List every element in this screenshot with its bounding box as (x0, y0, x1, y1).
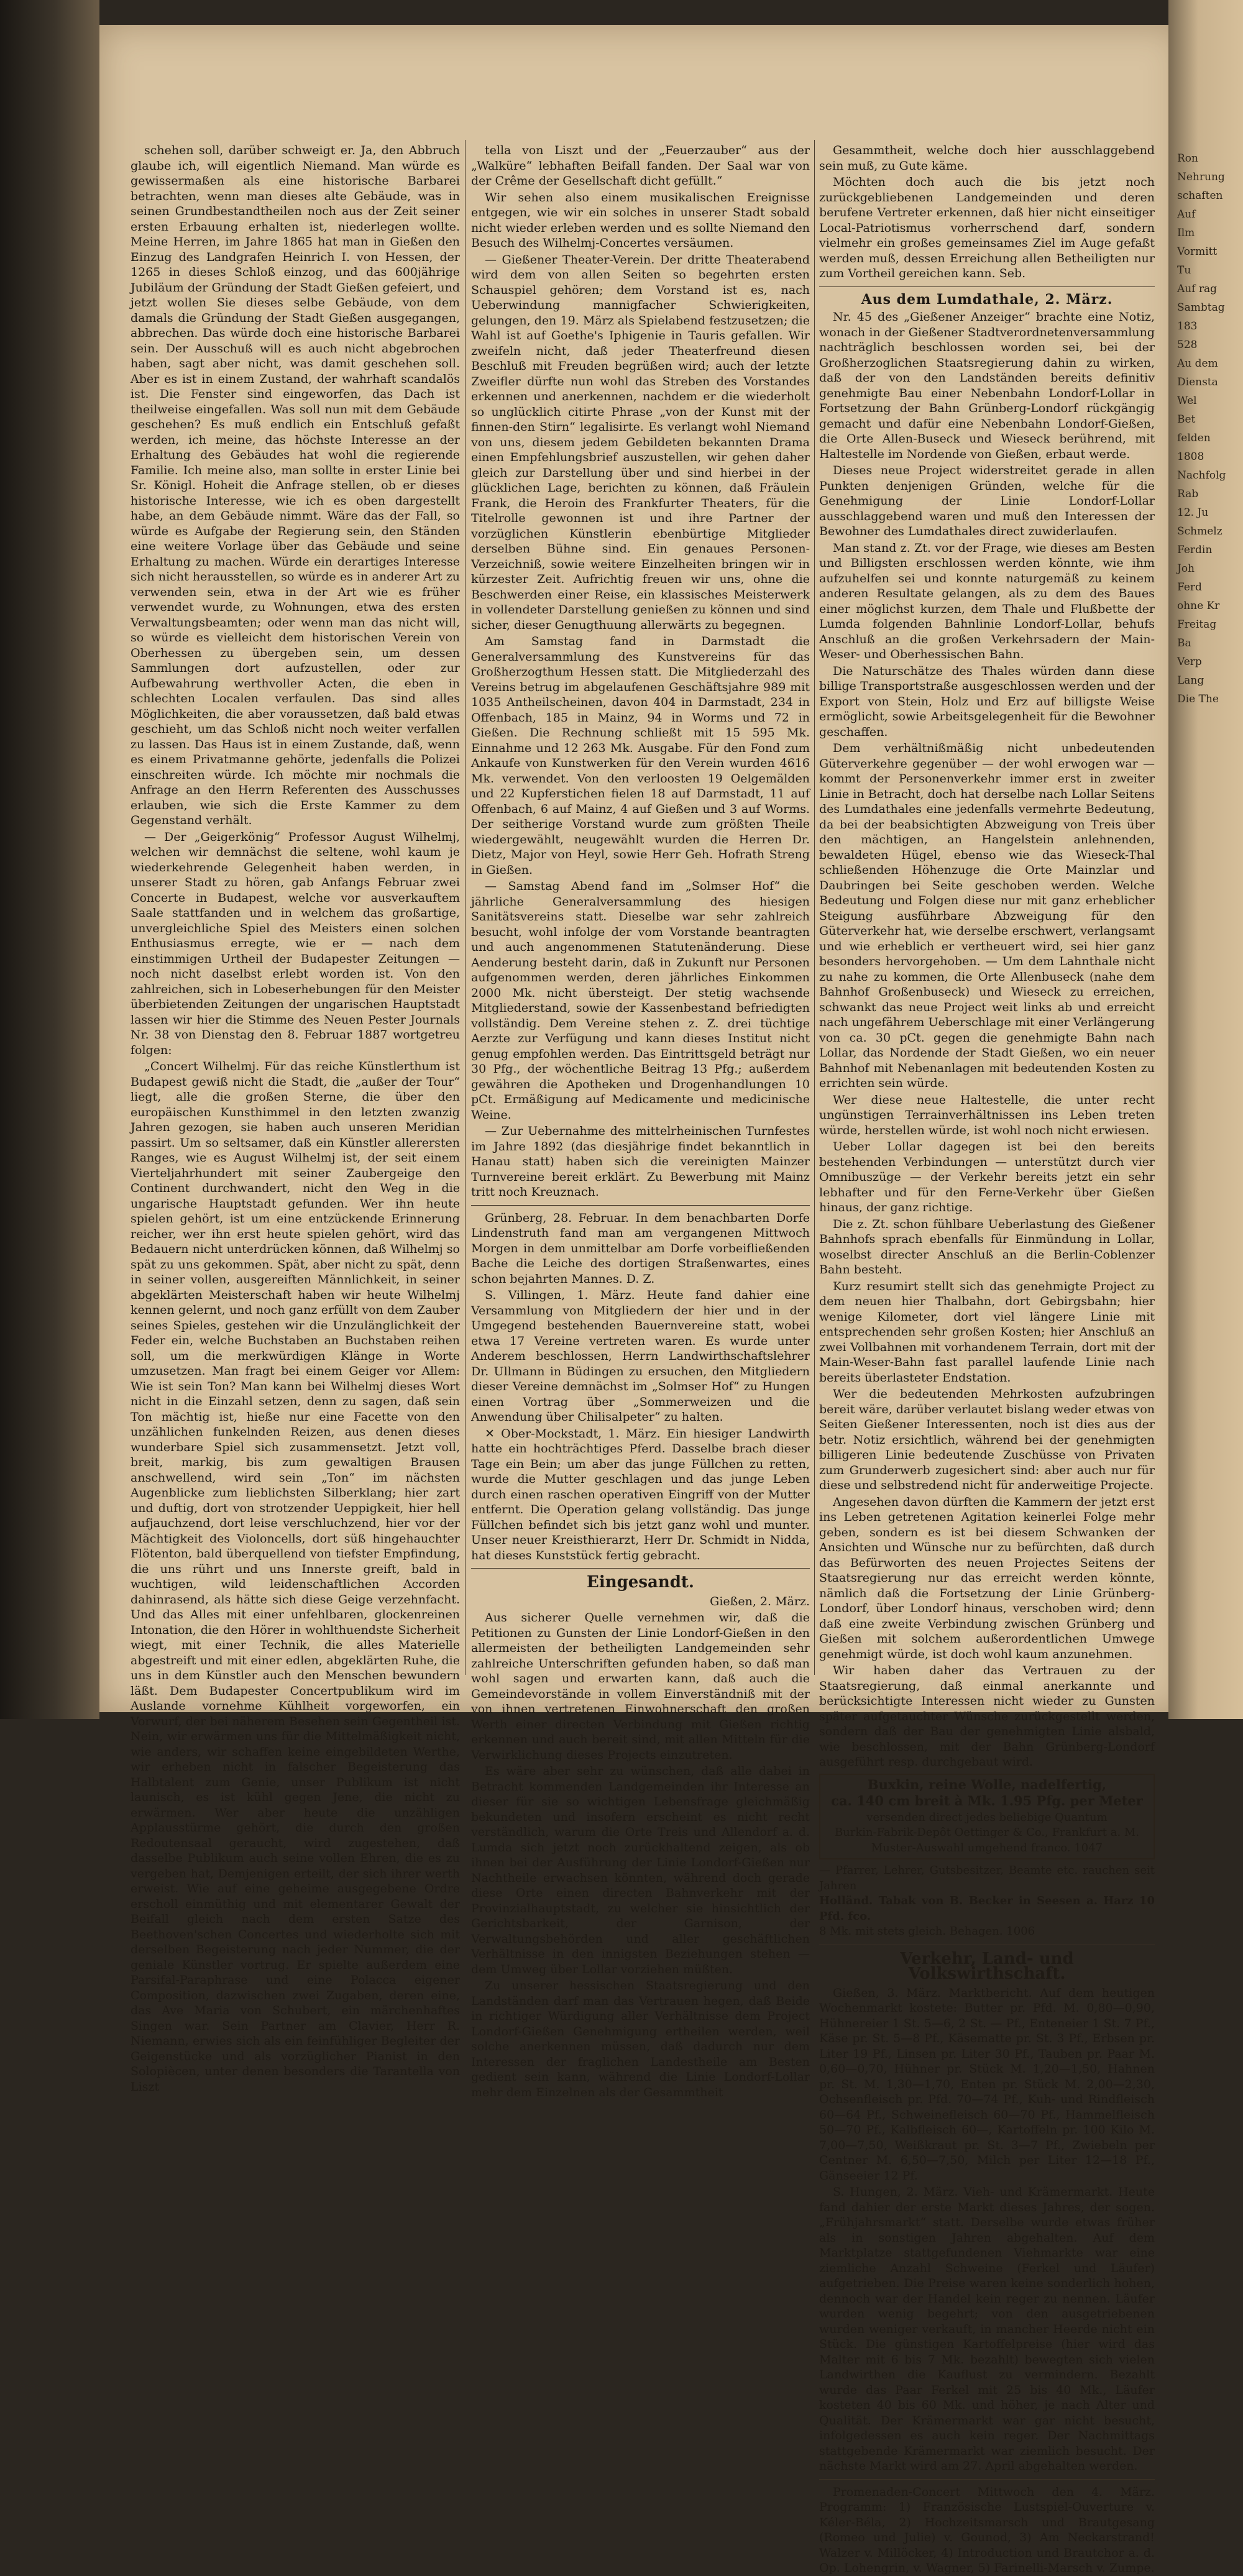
fragment-text: Lang (1177, 674, 1204, 687)
ad-number: 1047 (1074, 1841, 1103, 1854)
newspaper-page (99, 25, 1184, 2575)
fragment-text: Bet (1177, 413, 1196, 426)
fragment-text: Schmelz (1177, 525, 1222, 538)
divider (819, 2479, 1155, 2480)
article-paragraph: Wer diese neue Haltestelle, die unter recht ungünstigen Terrainverhältnissen ins Leben treten würde, herstellen würde, ist wohl noch nicht erwiesen. (819, 1093, 1155, 1137)
fragment-text: Auf (1177, 208, 1196, 221)
book-spine (0, 0, 99, 1719)
fragment-text: Die The (1177, 693, 1219, 705)
fragment-text: Diensta (1177, 376, 1218, 388)
article-paragraph: Gießen, 3. März. Marktbericht. Auf dem heutigen Wochenmarkt kostete: Butter pr. Pfd. M. 0,80—0,90, Hühnereier 1 St. 5—6, 2 St. — Pf., Enteneier 1 St. 7 Pf., Käse pr. St. 5—8 Pf., Käsematte pr. St. 3 Pf., Erbsen pr. Liter 19 Pf., Linsen pr. Liter 30 Pf., Tauben pr. Paar M. 0,60—0,70, Hühner pr. Stück M. 1,20—1,50, Hahnen pr. St. M. 1,30—1,70, Enten pr. Stück M. 2,00—2,30, Ochsenfleisch pr. Pfd. 70—74 Pf., Kuh- und Rindfleisch 60—64 Pf., Schweinefleisch 60—70 Pf., Hammelfleisch 50—70 Pf., Kalbfleisch 60—, Kartoffeln pr. 100 Kilo M. 7,00—7,50, Weißkraut pr. St. 3—7 Pf., Zwiebeln per Centner M. 6,50—7,50, Milch per Liter 12—18 Pf., Gänseeier 12 Pf. (819, 1986, 1155, 2183)
article-paragraph: ✕ Ober-Mockstadt, 1. März. Ein hiesiger Landwirth hatte ein hochträchtiges Pferd. Dasselbe brach dieser Tage ein Bein; um aber das junge Füllchen zu retten, wurde die Mutter geschlagen und das junge Leben durch einen raschen operativen Eingriff von der Mutter entfernt. Die Operation gelang vollständig. Das junge Füllchen befindet sich bis jetzt ganz wohl und munter. Unser neuer Kreisthierarzt, Herr Dr. Schmidt in Nidda, hat dieses Kunststück fertig gebracht. (471, 1426, 810, 1562)
dateline: Gießen, 2. März. (710, 1594, 810, 1608)
article-paragraph: — Gießener Theater-Verein. Der dritte Theaterabend wird dem von allen Seiten so begehrten ersten Schauspiel gehören; dem Vorstand ist es, nach Ueberwindung mannigfacher Schwierigkeiten, gelungen, den 19. März als Spielabend festzusetzen; die Wahl ist auf Goethe's Iphigenie in Tauris gefallen. Wir zweifeln nicht, daß jeder Theaterfreund diesen Beschluß mit Freuden begrüßen wird; auch der letzte Zweifler dürfte nun wohl das Streben des Vorstandes erkennen und anerkennen, nachdem er die wiederholt so unglücklich citirte Phrase „von der Kunst mit der finnen-den Stirn“ legalisirte. Es verlangt wohl Niemand von uns, diesem jedem Gebildeten bekannten Drama einen Empfehlungsbrief auszustellen, wir gehen daher gleich zur Darstellung über und sind hierbei in der glücklichen Lage, berichten zu können, daß Fräulein Frank, die Heroin des Frankfurter Theaters, für die Titelrolle gewonnen ist und ihre Partner der vorzüglichen Künstlerin ebenbürtige Mitglieder derselben Bühne sind. Ein genaues Personen-Verzeichniß, sowie weitere Einzelheiten bringen wir in kürzester Zeit. Aufrichtig freuen wir uns, ohne die Beschwerden einer Reise, ein klassisches Meisterwerk in vollendeter Darstellung genießen zu können und sind sicher, dieser Genugthuung allerwärts zu begegnen. (471, 252, 810, 632)
section-heading-verkehr: Verkehr, Land- und Volkswirthschaft. (900, 1949, 1074, 1983)
article-paragraph: tella von Liszt und der „Feuerzauber“ aus der „Walküre“ lebhaften Beifall fanden. Der Saal war von der Crême der Gesellschaft dicht gefüllt.“ (471, 144, 810, 188)
fragment-text: Ferdin (1177, 544, 1213, 556)
fragment-text: Wel (1177, 395, 1197, 407)
article-paragraph: Möchten doch auch die bis jetzt noch zurückgebliebenen Landgemeinden und deren berufene Vertreter erkennen, daß hier nicht einseitiger Local-Patriotismus vorherrschend darf, sondern vielmehr ein großes gemeinsames Ziel im Auge gefaßt werden muß, dessen Erreichung allen Betheiligten nur zum Vortheil gereichen kann. Seb. (819, 175, 1155, 280)
facing-page (1168, 0, 1243, 1719)
facing-page-fragments (1177, 149, 1239, 708)
article-paragraph: Grünberg, 28. Februar. In dem benachbarten Dorfe Lindenstruth fand man am vergangenen Mittwoch Morgen in dem unmittelbar am Dorfe vorbeifließenden Bache die Leiche des dortigen Straßenwartes, eines schon bejahrten Mannes. D. Z. (471, 1211, 810, 1286)
article-paragraph: Man stand z. Zt. vor der Frage, wie dieses am Besten und Billigsten erschlossen werden könnte, wie ihm aufzuhelfen sei und konnte naturgemäß zu keinem anderen Resultate gelangen, als zu dem des Baues einer möglichst kurzen, dem Thale und Flußbette der Lumda folgenden Bahnlinie Londorf-Lollar, behufs Anschluß an die großen Verkehrsadern der Main-Weser- und Oberhessischen Bahn. (819, 541, 1155, 661)
fragment-text: Ba (1177, 637, 1191, 649)
column-3 (819, 143, 1155, 2575)
article-paragraph: Am Samstag fand in Darmstadt die Generalversammlung des Kunstvereins für das Großherzogthum Hessen statt. Die Mitgliederzahl des Vereins betrug im abgelaufenen Geschäftsjahre 989 mit 1035 Antheilscheinen, davon 404 in Darmstadt, 234 in Offenbach, 185 in Mainz, 94 in Worms und 72 in Gießen. Die Rechnung schließt mit 15 595 Mk. Einnahme und 12 263 Mk. Ausgabe. Für den Fond zum Ankaufe von Kunstwerken für den Verein wurden 4616 Mk. verwendet. Von den verloosten 19 Oelgemälden und 22 Kupferstichen fielen 18 auf Darmstadt, 11 auf Offenbach, 6 auf Mainz, 4 auf Gießen und 3 auf Worms. Der seitherige Vorstand wurde zum größten Theile wiedergewählt, neugewählt wurden die Herren Dr. Dietz, Major von Heyl, sowie Herr Geh. Hofrath Streng in Gießen. (471, 635, 810, 877)
fragment-text: Verp (1177, 656, 1202, 668)
fragment-text: 528 (1177, 339, 1198, 351)
article-paragraph: S. Villingen, 1. März. Heute fand dahier eine Versammlung von Mitgliedern der hier und in der Umgegend bestehenden Bauernvereine statt, wobei etwa 17 Vereine vertreten waren. Es wurde unter Anderem beschlossen, Herrn Landwirthschaftslehrer Dr. Ullmann in Büdingen zu ersuchen, den Mitgliedern dieser Vereine demnächst im „Solmser Hof“ zu Hungen einen Vortrag über „Sommerweizen und die Anwendung über Chilisalpeter“ zu halten. (471, 1288, 810, 1424)
column-1 (131, 143, 460, 2094)
advertisement-tabak (819, 1863, 1155, 1940)
column-rule (814, 140, 815, 1675)
article-paragraph: Angesehen davon dürften die Kammern der jetzt erst ins Leben getretenen Agitation keinerlei Folge mehr geben, sondern es ist bei diesem Schwanken der Ansichten und Wünsche nur zu befürchten, daß durch das Befürworten des neuen Projectes Seitens der Staatsregierung nur das erreicht werden könnte, nämlich daß die Fortsetzung der Linie Grünberg-Londorf, über Londorf hinaus, verschoben wird; denn daß eine zweite Verbindung zwischen Grünberg und Gießen mit solchem außerordentlichen Umwege genehmigt würde, ist doch wohl kaum anzunehmen. (819, 1495, 1155, 1661)
fragment-text: Ferd (1177, 581, 1202, 594)
article-paragraph: Die Naturschätze des Thales würden dann diese billige Transportstraße ausgeschlossen werden und der Export von Stein, Holz und Erz auf billigste Weise ermöglicht, sowie Arbeitsgelegenheit für die Bewohner geschaffen. (819, 664, 1155, 739)
fragment-text: ohne Kr (1177, 600, 1220, 612)
ad-number: 1006 (1006, 1925, 1035, 1938)
fragment-text: Rab (1177, 488, 1199, 500)
article-paragraph: Wir haben daher das Vertrauen zu der Staatsregierung, daß einmal anerkannte und berücksichtigte Interessen nicht wieder zu Gunsten später aufgetauchter Wünsche zurückgestellt werden, sondern daß der Bau der genehmigten Linie alsbald, wie beschlossen, mit der Bahn Grünberg-Londorf ausgeführt resp. durchgebaut wird. (819, 1664, 1155, 1769)
article-paragraph: „Concert Wilhelmj. Für das reiche Künstlerthum ist Budapest gewiß nicht die Stadt, die „außer der Tour“ liegt, alle die großen Sterne, die über den europäischen Kunsthimmel in den letzten zwanzig Jahren gezogen, sie haben auch unseren Meridian passirt. Um so seltsamer, daß ein Künstler allerersten Ranges, wie es August Wilhelmj ist, der seit einem Vierteljahrhundert mit seiner Zaubergeige den Continent durchwandert, nicht den Weg in die ungarische Hauptstadt gefunden. Wer ihn heute spielen gehört, ist um eine entzückende Erinnerung reicher, wer ihn erst heute spielen gehört, wird das Bedauern nicht unterdrücken können, daß Wilhelmj so spät zu uns gekommen. Spät, aber nicht zu spät, denn in seiner vollen, ausgereiften Männlichkeit, in seiner abgeklärten Meisterschaft haben wir heute Wilhelmj kennen gelernt, und noch ganz erfüllt von dem Zauber seines Spieles, gestehen wir die Unzulänglichkeit der Feder ein, welche Buchstaben an Buchstaben reihen soll, um die merkwürdigen Klänge in Worte umzusetzen. Man fragt bei einem Geiger vor Allem: Wie ist sein Ton? Man kann bei Wilhelmj dieses Wort nicht in die Einzahl setzen, denn zu sagen, daß sein Ton mächtig ist, hieße nur eine Facette von den unzählichen funkelnden Reizen, aus denen dieses wunderbare Spiel sich zusammensetzt. Jetzt voll, breit, markig, bis zum gewaltigen Brausen anschwellend, wird sein „Ton“ im nächsten Augenblicke zum lieblichsten Silberklang; hier zart und duftig, dort von strotzender Ueppigkeit, hier hell aufjauchzend, dort leise verschluchzend, hier vor der Mächtigkeit des Violoncells, dort süß hingehauchter Flötenton, bald überquellend von tiefster Empfindung, die uns rührt und uns Innerste greift, bald in wuchtigen, wild leidenschaftlichen Accorden dahinrasend, als hätte sich diese Geige verzehnfacht. Und das Alles mit einer unfehlbaren, glockenreinen Intonation, die den Hörer in wohlthuendste Sicherheit wiegt, mit einer Technik, die alles Materielle abgestreift und mit einer edlen, abgeklärten Ruhe, die uns in dem Künstler auch den Menschen bewundern läßt. Dem Budapester Concertpublikum wird im Auslande vornehme Kühlheit vorgeworfen, ein Vorwurf, der bei näherem Besehen sein Gegentheil ist. Nein, wir erwärmen uns für die Mittelmäßigkeit nicht, wie anders, wir schaffen keine eingebildeten Werthe, wir erheben nicht in falscher Begeisterung das Halbtalent zum Genie, unser Publikum ist nicht launisch, es ist kühl gegen Jene, die nicht zu erwärmen. Wer aber heute die unzähligen Applausstürme gehört, die durch den großen Redoutensaal geraucht, wird zugestehen, daß dasselbe Publikum auch seine vollen Ehren, die es zu vergeben hat, Demjenigen erteilt, der sich ihrer werth erweist. Wie auf eine geheime ausgegebene Ordre erscholl einmüthig und mit elementarer Gewalt der Beifall gleich nach dem ersten Satze des Beethoven'schen Concertes und wiederholte sich mit derselben Begeisterung nach jeder Nummer, die der geniale Künstler vortrug. Er spielte außerdem eine Parsifal-Paraphrase und eine Polacca eigener Composition, dazwischen zwei Zugaben, deren eine, das Ave Maria von Schubert, ein märchenhaftes Singen war. Sein Partner am Clavier, Herr R. Niemann, erwies sich als ein feinfühliger Begleiter der Geigenstücke und als vorzüglicher Pianist in den Solopiècen, unter denen besonders die Tarantella von Liszt (131, 1060, 460, 2094)
fragment-text: felden (1177, 432, 1211, 444)
concert-notice: Promenaden-Concert Mittwoch den 4. März. Programm: 1) Französische Lustspiel-Ouverture v. Kéler-Béla, 2) Hochzeitsmarsch und Brautgesang (Romeo und Julie) v. Gounod, 3) Am Neckarstrand! Walzer v. Millöcker, 4) Introduction und Brautchor a. d. Op. Lohengrin, v. Wagner, 5) Farinelli-Marsch v. Zumpe. (819, 2485, 1155, 2575)
fragment-text: 183 (1177, 320, 1198, 332)
ad-text: — Pfarrer, Lehrer, Gutsbesitzer, Beamte etc. rauchen seit Jahren (819, 1864, 1155, 1892)
fragment-text: 1808 (1177, 451, 1204, 463)
fragment-text: Freitag (1177, 618, 1217, 631)
section-heading-eingesandt: Eingesandt. (587, 1573, 694, 1592)
fragment-text: Vormitt (1177, 245, 1218, 258)
divider (471, 1205, 810, 1206)
article-paragraph: Gesammtheit, welche doch hier ausschlaggebend sein muß, zu Gute käme. (819, 144, 1155, 173)
ad-price: ca. 140 cm breit à Mk. 1.95 Pfg. per Meter (831, 1793, 1143, 1808)
article-paragraph: Nr. 45 des „Gießener Anzeiger“ brachte eine Notiz, wonach in der Gießener Stadtverordnetenversammlung nachträglich beschlossen worden sei, bei der Großherzoglichen Staatsregierung dahin zu wirken, daß der von den Landständen bereits definitiv genehmigte Bau einer Nebenbahn Londorf-Lollar in Fortsetzung der Bahn Grünberg-Londorf rückgängig gemacht und dafür eine Nebenbahn Londorf-Gießen, die Orte Allen-Buseck und Wieseck berührend, mit Haltestelle im Nordende von Gießen, erbaut werde. (819, 310, 1155, 461)
ad-text: Holländ. Tabak von B. Becker in Seesen a. Harz 10 Pfd. fco. (819, 1894, 1155, 1923)
fragment-text: Tu (1177, 264, 1191, 277)
advertisement-buxkin (819, 1774, 1155, 1860)
divider (819, 286, 1155, 287)
column-rule (465, 140, 466, 1675)
fragment-text: Ilm (1177, 227, 1195, 239)
fragment-text: Ron (1177, 152, 1198, 165)
divider (471, 1568, 810, 1569)
article-paragraph: Wir sehen also einem musikalischen Ereignisse entgegen, wie wir ein solches in unserer Stadt sobald nicht wieder erleben werden und es sollte Niemand den Besuch des Wilhelmj-Concertes versäumen. (471, 190, 810, 250)
article-paragraph: schehen soll, darüber schweigt er. Ja, den Abbruch glaube ich, will eigentlich Niemand. Man würde es gewissermaßen als eine historische Barbarei betrachten, wenn man dieses alte Gebäude, was in seinen Grundbestandtheilen noch aus der Zeit seiner ersten Erbauung erhalten ist, niederlegen wollte. Meine Herren, im Jahre 1865 hat man in Gießen den Einzug des Landgrafen Heinrich I. von Hessen, der 1265 in dieses Schloß einzog, und das 600jährige Jubiläum der Gründung der Stadt Gießen gefeiert, und jetzt wollen Sie dieses selbe Gebäude, von dem damals die Gründung der Stadt Gießen ausgegangen, abbrechen. Das würde doch eine historische Barbarei sein. Der Ausschuß will es auch nicht abgebrochen haben, sagt aber nicht, was damit geschehen soll. Aber es ist in einem Zustand, der wahrhaft scandalös ist. Die Fenster sind eingeworfen, das Dach ist theilweise eingefallen. Was soll nun mit dem Gebäude geschehen? Es muß endlich ein Entschluß gefaßt werden, ich meine, das höchste Interesse an der Erhaltung des Gebäudes hat wohl die regierende Familie. Ich meine also, man sollte in erster Linie bei Sr. Königl. Hoheit die Anfrage stellen, ob er dieses historische Interesse, wie ich es oben dargestellt habe, an dem Gebäude nimmt. Wäre das der Fall, so würde es Aufgabe der Regierung sein, den Ständen eine weitere Vorlage über das Gebäude und seine Erhaltung zu machen. Würde ein derartiges Interesse sich nicht herausstellen, so würde es in anderer Art zu verwenden sein, etwa in der Art wie es früher verwendet wurde, zu Wohnungen, etwa des ersten Verwaltungsbeamten; oder wenn man das nicht will, so würde es vielleicht dem historischen Verein von Oberhessen zu übergeben sein, um dessen Sammlungen dort aufzustellen, oder zur Aufbewahrung werthvoller Acten, die eben in schlechten Localen verfaulen. Das sind alles Möglichkeiten, die aber voraussetzen, daß bald etwas geschieht, um das Schloß nicht noch weiter verfallen zu lassen. Das Haus ist in einem Zustande, daß, wenn es einem Privatmanne gehörte, jedenfalls die Polizei einschreiten würde. Ich möchte mir nochmals die Anfrage an den Herrn Referenten des Ausschusses erlauben, wie sich die Erste Kammer zu dem Gegenstand verhält. (131, 144, 460, 827)
fragment-text: Auf rag (1177, 283, 1218, 295)
ad-company: Burkin-Fabrik-Depôt Oettinger & Co., Frankfurt a. M. (834, 1826, 1140, 1839)
article-paragraph: Aus sicherer Quelle vernehmen wir, daß die Petitionen zu Gunsten der Linie Londorf-Gießen in den allermeisten der betheiligten Landgemeinden sehr zahlreiche Unterschriften gefunden haben, so daß man wohl sagen und erwarten kann, daß auch die Gemeindevorstände in vollem Einverständniß mit der von ihnen vertretenen Einwohnerschaft den großen Werth einer directen Verbindung mit Gießen richtig erkennen und auch bereit sind, mit allen Mitteln für die Verwirklichung dieses Projects einzutreten. (471, 1611, 810, 1762)
article-paragraph: Ueber Lollar dagegen ist bei den bereits bestehenden Verbindungen — unterstützt durch vier Omnibuszüge — der Verkehr bereits jetzt ein sehr lebhafter und für den Ferne-Verkehr über Gießen hinaus, der ganz richtige. (819, 1140, 1155, 1214)
ad-text: versenden direct jedes beliebige Quantum (866, 1810, 1108, 1824)
ad-headline: Buxkin, reine Wolle, nadelfertig, (867, 1776, 1107, 1792)
article-paragraph: — Samstag Abend fand im „Solmser Hof“ die jährliche Generalversammlung des hiesigen Sanitätsvereins statt. Dieselbe war sehr zahlreich besucht, wohl infolge der vom Vorstande beantragten und auch angenommenen Statutenänderung. Diese Aenderung besteht darin, daß in Zukunft nur Personen aufgenommen werden, deren jährliches Einkommen 2000 Mk. nicht übersteigt. Der stetig wachsende Mitgliederstand, sowie der Kassenbestand befriedigten vollständig. Dem Vereine stehen z. Z. drei tüchtige Aerzte zur Verfügung und kann dieses Institut nicht genug empfohlen werden. Das Eintrittsgeld beträgt nur 30 Pfg., der wöchentliche Beitrag 13 Pfg.; außerdem gewähren die Apotheken und Drogenhandlungen 10 pCt. Ermäßigung auf Medicamente und medicinische Weine. (471, 879, 810, 1122)
fragment-text: schaften (1177, 190, 1223, 202)
article-paragraph: Kurz resumirt stellt sich das genehmigte Project zu dem neuen hier Thalbahn, dort Gebirgsbahn; hier wenige Kilometer, dort viel längere Linie mit entsprechenden sehr großen Kosten; hier Anschluß an zwei Vollbahnen mit vorhandenem Terrain, dort mit der Main-Weser-Bahn fast parallel laufende Linie nach bereits überlasteter Endstation. (819, 1279, 1155, 1385)
fragment-text: Joh (1177, 562, 1195, 575)
article-paragraph: Es wäre aber sehr zu wünschen, daß alle dabei in Betracht kommenden Landgemeinden ihr Interesse an dieser für sie so wichtigen Lebensfrage gleichmäßig bekundeten und insofern erscheint es nicht recht verständlich, warum die Orte Treis und Allendorf a. d. Lumda sich jetzt noch zurückhaltend zeigen, als ob ihnen bei der Ausführung der Linie Londorf-Gießen nur Nachtheile erwachsen könnten, während doch gerade diese Orte einen directen Bahnverkehr mit der Provinzialhauptstadt, zu welcher sie hinsichtlich der Gerichtsbarkeit, der Garnison, der Verwaltungsbehörden und aller geschäftlichen Verhältnisse in den innigsten Beziehungen stehen — dem Umweg über Lollar vorziehen müßten. (471, 1764, 810, 1976)
article-paragraph: Dieses neue Project widerstreitet gerade in allen Punkten denjenigen Gründen, welche für die Genehmigung der Linie Londorf-Lollar ausschlaggebend waren und muß den Interessen der Bewohner des Lumdathales direct zuwiderlaufen. (819, 464, 1155, 538)
article-paragraph: S. Hungen, 2. März. Vieh- und Krämermarkt. Heute fand dahier der erste Markt dieses Jahres, der sogen. „Frühjahrsmarkt“ statt. Derselbe wurde etwas früher als in sonstigen Jahren abgehalten. Auf dem Marktplatze stattgefundenen Viehmarkte war eine ziemliche Anzahl Schweine (Ferkel und Läufer) aufgetrieben. Die Preise waren keine sonderlich hohen, dennoch war der Handel kein reger zu nennen. Läufer wurden wenig begehrt; von den ausgetriebenen wurden weniger verkauft, in mancher Heerde nicht ein Stück. Die günstigen Kartoffelpreise (hier wird das Malter mit 6 bis 7 Mk. bezahlt) bewegten sich vielen Landwirthen die Kauflust zu vermindern. Bezahlt wurde das Paar Ferkel mit 25 bis 40 Mk., Läufer kosteten 40 bis 60 Mk. und höher, je nach Alter und Qualität. Der Krämermarkt war gar nicht besucht, infolgedessen es auch kein reger. Der Nachmittags stattgebende Krämermarkt war ziemlich besucht. Der nächste Markt wird am 27. April abgehalten werden. (819, 2185, 1155, 2473)
fragment-text: Au dem (1177, 357, 1218, 370)
fragment-text: Nehrung (1177, 171, 1225, 183)
fragment-text: Nachfolg (1177, 469, 1226, 482)
ad-text: Muster-Auswahl umgehend franco. (871, 1841, 1071, 1854)
ad-text: 8 Mk. mit stets gleich. Behagen. (819, 1925, 1003, 1938)
column-2 (471, 143, 810, 2099)
article-paragraph: — Zur Uebernahme des mittelrheinischen Turnfestes im Jahre 1892 (das diesjährige findet bekanntlich in Hanau statt) haben sich die vereinigten Mainzer Turnvereine bereit erklärt. Zu Bewerbung mit Mainz tritt noch Kreuznach. (471, 1124, 810, 1199)
article-paragraph: Dem verhältnißmäßig nicht unbedeutenden Güterverkehre gegenüber — der wohl erwogen war — kommt der Personenverkehr immer erst in zweiter Linie in Betracht, doch hat derselbe nach Lollar Seitens des Lumdathales eine jedenfalls vermehrte Bedeutung, da bei der beabsichtigten Abzweigung von Treis über den mächtigen, an Hangelstein anlehnenden, bewaldeten Hügel, ebenso wie das Wieseck-Thal schließenden Höhenzuge die Orte Mainzlar und Daubringen bei Seite geschoben werden. Welche Bedeutung und Folgen diese nur mit ganz erheblicher Steigung ausführbare Abzweigung für den Güterverkehr hat, wie derselbe erschwert, verlangsamt und wie erheblich er vertheuert wird, sei hier ganz besonders hervorgehoben. — Um dem Lahnthale nicht zu nahe zu kommen, die Orte Allenbuseck (nahe dem Bahnhof Großenbuseck) und Wieseck zu erreichen, schwankt das neue Project weit links ab und erreicht nach ungefährem Ueberschlage mit einer Verlängerung von ca. 30 pCt. gegen die genehmigte Bahn nach Lollar, das Nordende der Stadt Gießen, wo ein neuer Bahnhof mit Nebenanlagen mit bedeutenden Kosten zu errichten sein würde. (819, 741, 1155, 1090)
article-heading-lumdathal: Aus dem Lumdathale, 2. März. (861, 291, 1113, 308)
article-paragraph: Die z. Zt. schon fühlbare Ueberlastung des Gießener Bahnhofs sprach ebenfalls für Einmündung in Lollar, woselbst directer Anschluß an die Berlin-Coblenzer Bahn besteht. (819, 1217, 1155, 1277)
fragment-text: 12. Ju (1177, 506, 1209, 519)
fragment-text: Sambtag (1177, 301, 1225, 314)
article-paragraph: — Der „Geigerkönig“ Professor August Wilhelmj, welchen wir demnächst die seltene, wohl kaum je wiederkehrende Gelegenheit haben werden, in unserer Stadt zu hören, gab Anfangs Februar zwei Concerte in Budapest, welche vor ausverkauftem Saale stattfanden und in welchem das großartige, unvergleichliche Spiel des Meisters einen solchen Enthusiasmus erregte, wie er — nach dem einstimmigen Urtheil der Budapester Zeitungen — noch nicht daselbst erlebt worden ist. Von den zahlreichen, sich in Lobeserhebungen für den Meister überbietenden Zeitungen der ungarischen Hauptstadt lassen wir hier die Stimme des Neuen Pester Journals Nr. 38 von Dienstag den 8. Februar 1887 wortgetreu folgen: (131, 830, 460, 1057)
article-paragraph: Wer die bedeutenden Mehrkosten aufzubringen bereit wäre, darüber verlautet bislang weder etwas von Seiten Gießener Interessenten, noch ist dies aus der betr. Notiz ersichtlich, während bei der genehmigten billigeren Linie bedeutende Zuschüsse von Privaten zum Grunderwerb zugesichert sind: aber auch nur für diese und selbstredend nicht für anderweitige Projecte. (819, 1387, 1155, 1492)
article-paragraph: Zu unserer hessischen Staatsregierung und den Landständen darf man das Vertrauen hegen, daß Beide in richtiger Würdigung aller Verhältnisse dem Project Londorf-Gießen Genehmigung ertheilen werden, weil solche anerkennen müssen, daß dadurch nur dem Interessen der fraglichen Landestheile am Besten gedient sein kann, während die Linie Londorf-Lollar mehr dem Einzelnen als der Gesammtheit (471, 1979, 810, 2099)
